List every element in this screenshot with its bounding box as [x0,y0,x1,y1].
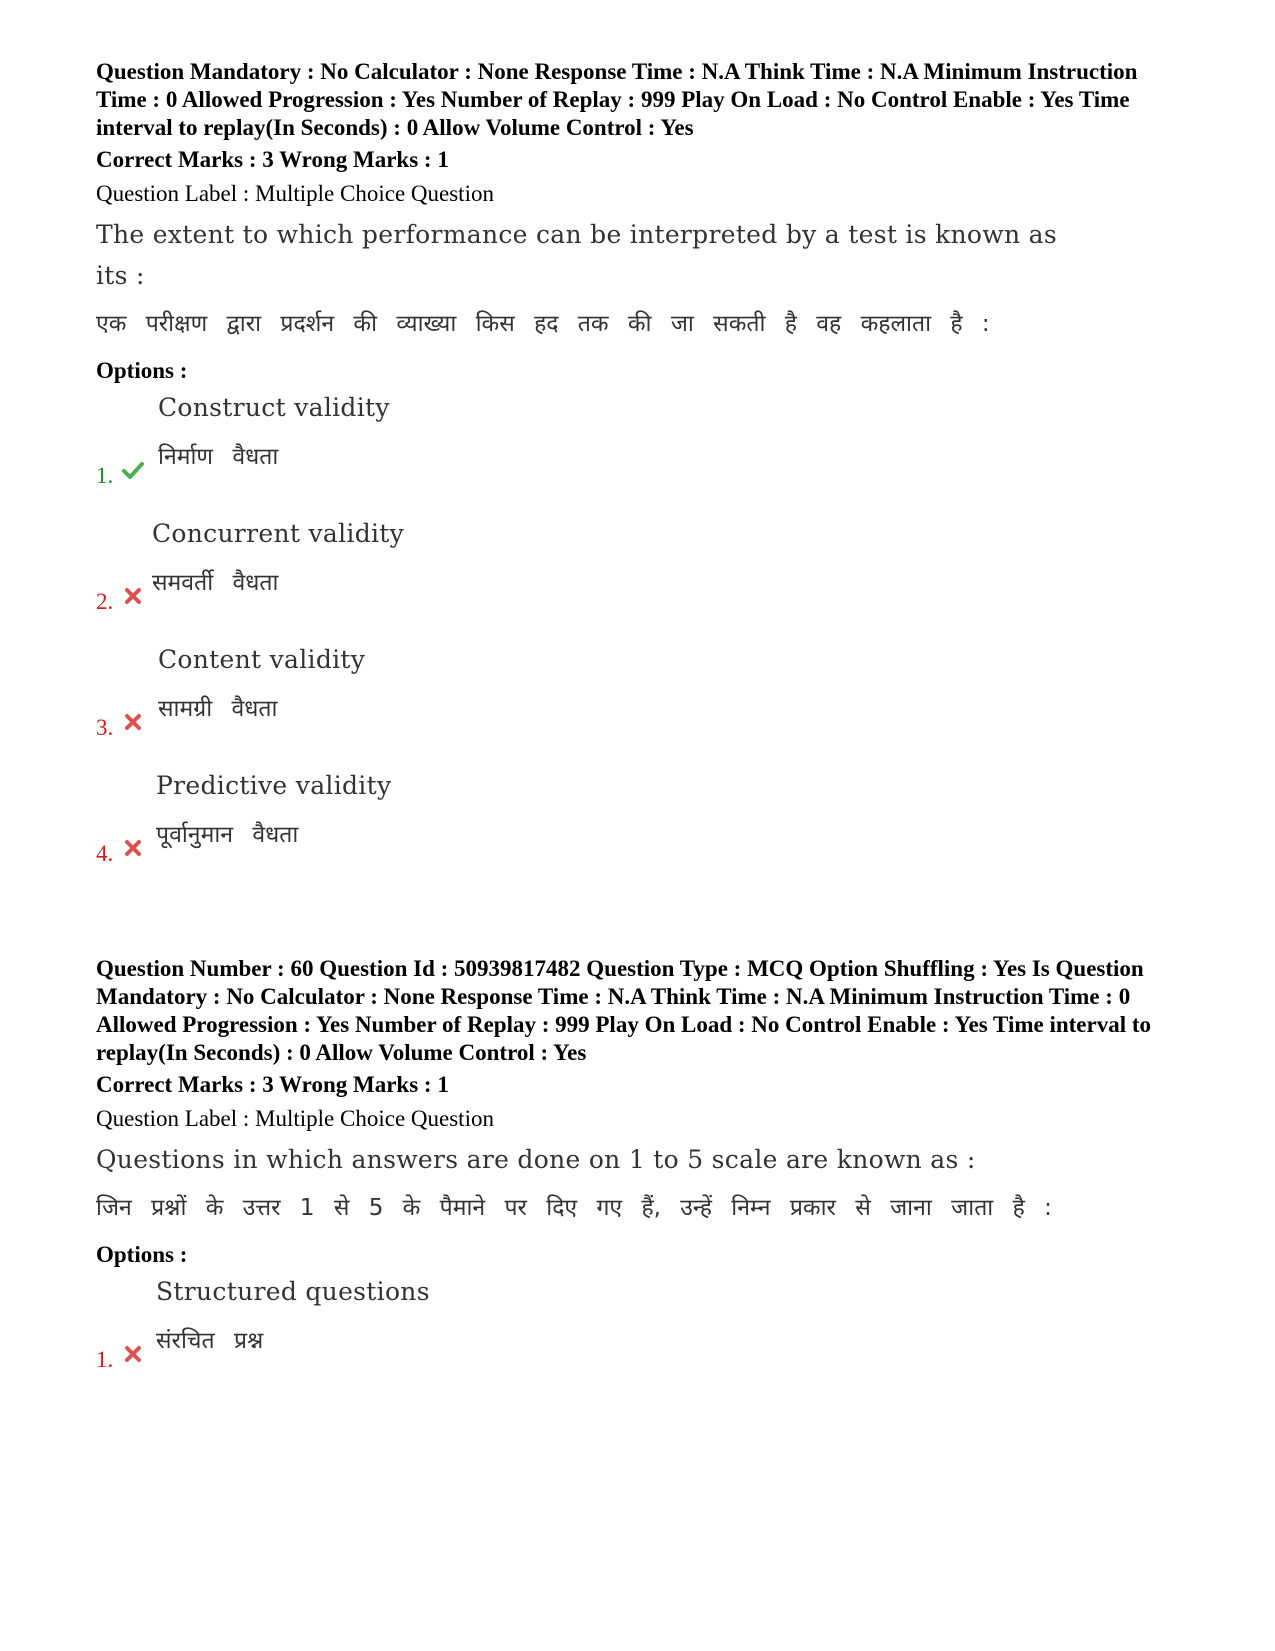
option-text-hindi: निर्माण वैधता [158,444,279,470]
options-list [96,1269,1176,1395]
option-text-hindi: समवर्ती वैधता [152,570,279,596]
option-item [96,1269,1176,1395]
question-marks: Correct Marks : 3 Wrong Marks : 1 [96,147,449,172]
question-text-hindi: जिन प्रश्नों के उत्तर 1 से 5 के पैमाने पर दिए गए हैं, उन्हें निम्न प्रकार से जाना जाता है : [96,1195,1052,1221]
options-title: Options : [96,358,188,383]
option-number: 4. [96,841,114,866]
option-text-hindi: संरचित प्रश्न [156,1328,264,1354]
option-text-english: Content validity [158,645,366,674]
option-text-english: Predictive validity [156,771,392,800]
option-text-english: Concurrent validity [152,519,405,548]
option-number: 3. [96,715,114,740]
option-text-hindi: पूर्वानुमान वैधता [156,822,299,848]
question-text-hindi: एक परीक्षण द्वारा प्रदर्शन की व्याख्या किस हद तक की जा सकती है वह कहलाता है : [96,311,990,337]
option-text-hindi: सामग्री वैधता [158,696,278,722]
options-title: Options : [96,1242,188,1267]
check-icon [122,459,144,481]
cross-icon [122,585,144,607]
options-list [96,385,1176,889]
cross-icon [122,1343,144,1365]
option-item [96,511,1176,637]
question-text-english: Questions in which answers are done on 1 to 5 scale are known as : [96,1145,976,1174]
option-text-english: Structured questions [156,1277,430,1306]
option-number: 1. [96,1347,114,1372]
cross-icon [122,837,144,859]
question-block-2 [96,955,1176,1395]
question-marks: Correct Marks : 3 Wrong Marks : 1 [96,1072,449,1097]
question-label: Question Label : Multiple Choice Question [96,1106,494,1131]
option-number: 2. [96,589,114,614]
cross-icon [122,711,144,733]
question-label: Question Label : Multiple Choice Question [96,181,494,206]
question-block-1 [96,58,1176,889]
question-meta: Question Number : 60 Question Id : 50939817482 Question Type : MCQ Option Shuffling : Yes Is Question Mandatory : No Calculator : None Response Time : N.A Think Time : N.A Minimum Instruction Time : 0 Allowed Progression : Yes Number of Replay : 999 Play On Load : No Control Enable : Yes Time interval to replay(In Seconds) : 0 Allow Volume Control : Yes [96,956,1152,1065]
question-text-english: The extent to which performance can be interpreted by a test is known as its : [96,220,1057,290]
option-item [96,763,1176,889]
option-item [96,385,1176,511]
option-text-english: Construct validity [158,393,390,422]
option-number: 1. [96,463,114,488]
question-meta: Question Mandatory : No Calculator : None Response Time : N.A Think Time : N.A Minimum Instruction Time : 0 Allowed Progression : Yes Number of Replay : 999 Play On Load : No Control Enable : Yes Time interval to replay(In Seconds) : 0 Allow Volume Control : Yes [96,59,1138,140]
option-item [96,637,1176,763]
